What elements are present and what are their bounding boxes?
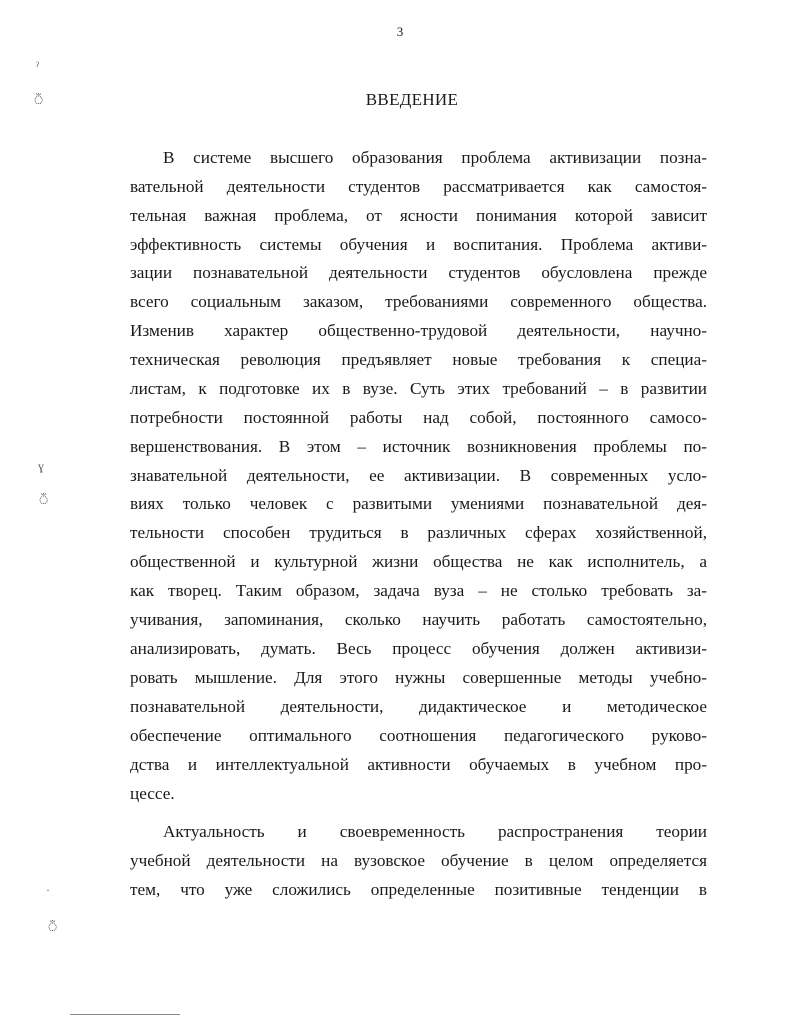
text-line: потребности постоянной работы над собой, постоянного самосо-	[130, 408, 707, 427]
text-line: Актуальность и своевременность распространения теории	[163, 822, 707, 841]
page-number: 3	[396, 24, 404, 39]
scan-speck: ঁ	[33, 93, 45, 107]
scan-speck: ˀ	[36, 59, 39, 73]
text-line: общественной и культурной жизни общества не как исполнитель, а	[130, 552, 707, 571]
text-line: В системе высшего образования проблема активизации позна-	[163, 148, 707, 167]
text-line: тельности способен трудиться в различных сферах хозяйственной,	[130, 523, 707, 542]
scan-speck: ঁ	[38, 493, 50, 507]
text-line: дства и интеллектуальной активности обучаемых в учебном про-	[130, 755, 707, 774]
bottom-rule	[70, 1014, 180, 1015]
text-line: тельная важная проблема, от ясности понимания которой зависит	[130, 206, 707, 225]
page-title: ВВЕДЕНИЕ	[365, 90, 459, 109]
text-line: вательной деятельности студентов рассматривается как самостоя-	[130, 177, 707, 196]
text-line: техническая революция предъявляет новые требования к специа-	[130, 350, 707, 369]
text-line: учебной деятельности на вузовское обучение в целом определяется	[130, 851, 707, 870]
text-line: обеспечение оптимального соотношения педагогического руково-	[130, 726, 707, 745]
text-line: всего социальным заказом, требованиями современного общества.	[130, 292, 707, 311]
text-line: познавательной деятельности, дидактическое и методическое	[130, 697, 707, 716]
text-line: листам, к подготовке их в вузе. Суть этих требований – в развитии	[130, 379, 707, 398]
text-line: как творец. Таким образом, задача вуза – не столько требовать за-	[130, 581, 707, 600]
text-line: знавательной деятельности, ее активизации. В современных усло-	[130, 466, 707, 485]
text-line: ровать мышление. Для этого нужны совершенные методы учебно-	[130, 668, 707, 687]
text-line: эффективность системы обучения и воспитания. Проблема активи-	[130, 235, 707, 254]
text-line: Изменив характер общественно-трудовой деятельности, научно-	[130, 321, 707, 340]
text-line: тем, что уже сложились определенные позитивные тенденции в	[130, 880, 707, 899]
text-line: учивания, запоминания, сколько научить работать самостоятельно,	[130, 610, 707, 629]
text-line: зации познавательной деятельности студентов обусловлена прежде	[130, 263, 707, 282]
scan-speck: ɣ	[38, 459, 44, 473]
scan-speck: ·	[46, 883, 50, 897]
text-line: виях только человек с развитыми умениями познавательной дея-	[130, 494, 707, 513]
text-line: анализировать, думать. Весь процесс обучения должен активизи-	[130, 639, 707, 658]
text-line: вершенствования. В этом – источник возникновения проблемы по-	[130, 437, 707, 456]
text-line: цессе.	[130, 784, 175, 803]
scan-speck: ঁ	[47, 920, 59, 934]
